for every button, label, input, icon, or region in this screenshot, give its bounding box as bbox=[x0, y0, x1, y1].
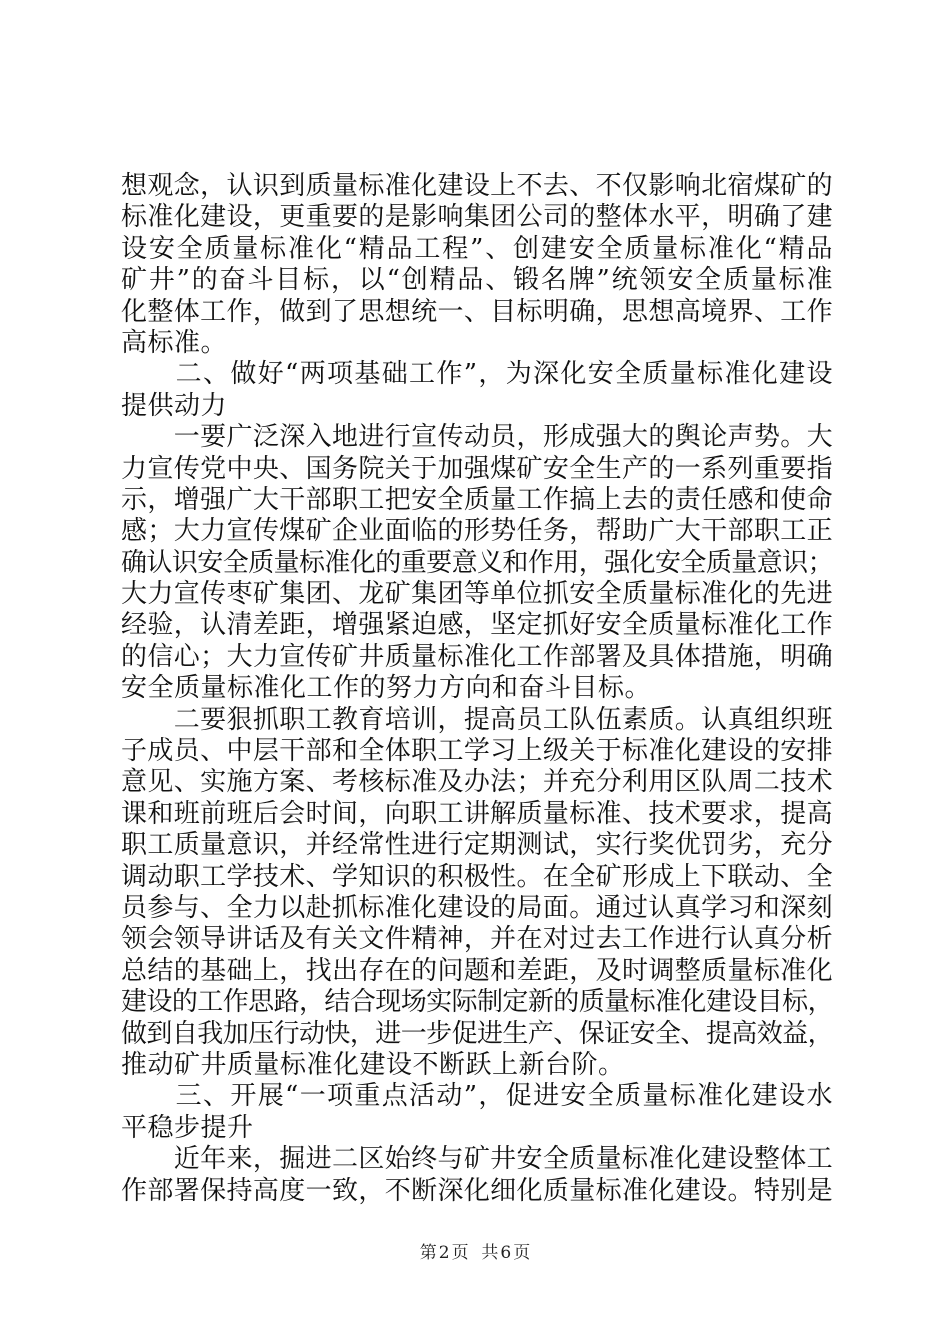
text-line: 推动矿井质量标准化建设不断跃上新台阶。 bbox=[121, 1049, 625, 1080]
text-line: 课和班前班后会时间，向职工讲解质量标准、技术要求，提高 bbox=[121, 798, 833, 829]
text-line: 标准化建设，更重要的是影响集团公司的整体水平，明确了建 bbox=[121, 202, 833, 233]
text-line: 化整体工作，做到了思想统一、目标明确，思想高境界、工作 bbox=[121, 296, 833, 327]
text-line: 大力宣传枣矿集团、龙矿集团等单位抓安全质量标准化的先进 bbox=[121, 579, 833, 610]
text-line: 二要狠抓职工教育培训，提高员工队伍素质。认真组织班 bbox=[121, 704, 833, 735]
text-line: 作部署保持高度一致，不断深化细化质量标准化建设。特别是 bbox=[121, 1175, 833, 1206]
text-line: 子成员、中层干部和全体职工学习上级关于标准化建设的安排 bbox=[121, 736, 833, 767]
text-line: 一要广泛深入地进行宣传动员，形成强大的舆论声势。大 bbox=[121, 422, 833, 453]
page-number: 2 bbox=[438, 1243, 450, 1263]
text-line: 平稳步提升 bbox=[121, 1112, 254, 1143]
text-line: 感；大力宣传煤矿企业面临的形势任务，帮助广大干部职工正 bbox=[121, 516, 833, 547]
text-line: 安全质量标准化工作的努力方向和奋斗目标。 bbox=[121, 673, 652, 704]
text-line: 高标准。 bbox=[121, 327, 228, 358]
page-footer bbox=[0, 1242, 950, 1264]
text-line: 总结的基础上，找出存在的问题和差距，及时调整质量标准化 bbox=[121, 955, 833, 986]
text-line: 职工质量意识，并经常性进行定期测试，实行奖优罚劣，充分 bbox=[121, 830, 833, 861]
total-label: 共 bbox=[481, 1243, 499, 1263]
text-line: 的信心；大力宣传矿井质量标准化工作部署及具体措施，明确 bbox=[121, 641, 833, 672]
text-line: 近年来，掘进二区始终与矿井安全质量标准化建设整体工 bbox=[121, 1144, 833, 1175]
text-line: 员参与、全力以赴抓标准化建设的局面。通过认真学习和深刻 bbox=[121, 892, 833, 923]
text-line: 调动职工学技术、学知识的积极性。在全矿形成上下联动、全 bbox=[121, 861, 833, 892]
text-line: 确认识安全质量标准化的重要意义和作用，强化安全质量意识； bbox=[121, 547, 834, 578]
total-pages: 6 bbox=[500, 1243, 512, 1263]
text-line: 二、做好“两项基础工作”，为深化安全质量标准化建设 bbox=[121, 359, 833, 390]
text-line: 三、开展“一项重点活动”，促进安全质量标准化建设水 bbox=[121, 1081, 833, 1112]
text-line: 矿井”的奋斗目标，以“创精品、锻名牌”统领安全质量标准 bbox=[121, 265, 833, 296]
document-body bbox=[121, 171, 833, 1207]
text-line: 提供动力 bbox=[121, 390, 228, 421]
text-line: 设安全质量标准化“精品工程”、创建安全质量标准化“精品 bbox=[121, 233, 833, 264]
text-line: 做到自我加压行动快，进一步促进生产、保证安全、提高效益， bbox=[121, 1018, 834, 1049]
text-line: 意见、实施方案、考核标准及办法；并充分利用区队周二技术 bbox=[121, 767, 833, 798]
text-line: 经验，认清差距，增强紧迫感，坚定抓好安全质量标准化工作 bbox=[121, 610, 833, 641]
text-line: 想观念，认识到质量标准化建设上不去、不仅影响北宿煤矿的 bbox=[121, 171, 833, 201]
page-label: 第 bbox=[419, 1243, 437, 1263]
text-line: 建设的工作思路，结合现场实际制定新的质量标准化建设目标， bbox=[121, 987, 834, 1018]
text-line: 领会领导讲话及有关文件精神，并在对过去工作进行认真分析 bbox=[121, 924, 833, 955]
text-line: 示，增强广大干部职工把安全质量工作搞上去的责任感和使命 bbox=[121, 484, 833, 515]
text-line: 力宣传党中央、国务院关于加强煤矿安全生产的一系列重要指 bbox=[121, 453, 833, 484]
total-suffix: 页 bbox=[513, 1243, 531, 1263]
page-suffix: 页 bbox=[451, 1243, 469, 1263]
